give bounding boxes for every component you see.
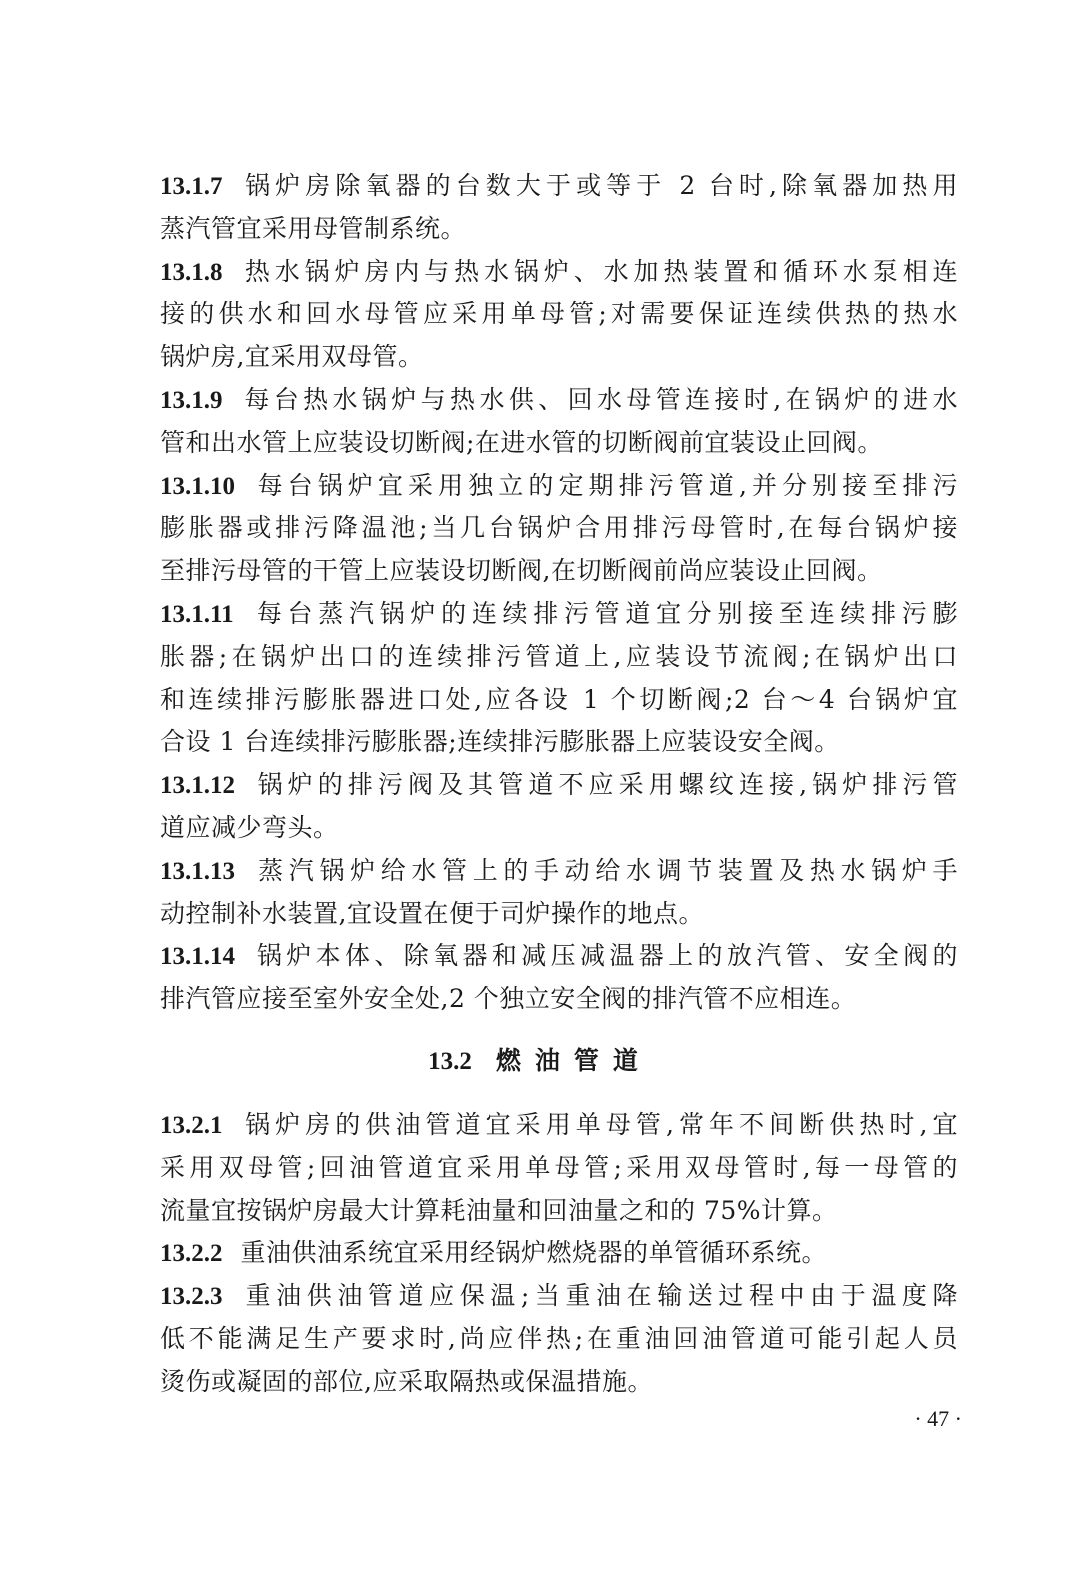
clause-number: 13.1.11 (160, 600, 234, 628)
clause-line (160, 1318, 958, 1361)
clause-line (160, 208, 958, 251)
clause-line (160, 807, 958, 850)
clause-paragraph (160, 593, 958, 764)
clause-text: 每台热水锅炉与热水供、回水母管连接时,在锅炉的进水 (240, 384, 958, 414)
clause-line (160, 893, 958, 936)
clause-text: 每台锅炉宜采用独立的定期排污管道,并分别接至排污 (253, 470, 958, 500)
clause-line (160, 1104, 958, 1147)
clause-text: 烫伤或凝固的部位,应采取隔热或保温措施。 (160, 1366, 653, 1396)
clause-paragraph (160, 379, 958, 465)
clause-paragraph (160, 465, 958, 593)
clause-line (160, 721, 958, 764)
clause-paragraph (160, 935, 958, 1021)
clause-line (160, 935, 958, 978)
clause-line (160, 422, 958, 465)
section-13-1-clauses (160, 165, 958, 1021)
clause-text: 热水锅炉房内与热水锅炉、水加热装置和循环水泵相连 (240, 256, 958, 286)
clause-number: 13.1.8 (160, 258, 223, 286)
clause-text: 锅炉房除氧器的台数大于或等于 2 台时,除氧器加热用 (240, 171, 958, 200)
clause-line (160, 293, 958, 336)
clause-line (160, 764, 958, 807)
clause-text: 胀器;在锅炉出口的连续排污管道上,应装设节流阀;在锅炉出口 (160, 641, 958, 671)
clause-text: 和连续排污膨胀器进口处,应各设 1 个切断阀;2 台～4 台锅炉宜 (160, 684, 958, 714)
clause-text: 膨胀器或排污降温池;当几台锅炉合用排污母管时,在每台锅炉接 (160, 513, 958, 543)
clause-paragraph (160, 251, 958, 379)
clause-line (160, 1232, 958, 1275)
clause-line (160, 550, 958, 593)
section-heading (0, 1040, 1080, 1083)
clause-line (160, 507, 958, 550)
clause-number: 13.2.2 (160, 1240, 223, 1268)
clause-text: 流量宜按锅炉房最大计算耗油量和回油量之和的 75%计算。 (160, 1195, 838, 1225)
clause-text: 重油供油管道应保温;当重油在输送过程中由于温度降 (240, 1281, 958, 1311)
clause-number: 13.1.12 (160, 772, 235, 800)
section-13-2-clauses (160, 1104, 958, 1404)
clause-line (160, 679, 958, 722)
clause-line (160, 336, 958, 379)
clause-text: 采用双母管;回油管道宜采用单母管;采用双母管时,每一母管的 (160, 1152, 958, 1182)
clause-text: 每台蒸汽锅炉的连续排污管道宜分别接至连续排污膨 (251, 598, 958, 628)
clause-line (160, 165, 958, 208)
clause-number: 13.1.9 (160, 386, 223, 414)
clause-line (160, 1361, 958, 1404)
page-number: · 47 · (914, 1406, 962, 1431)
clause-paragraph (160, 165, 958, 251)
clause-text: 锅炉的排污阀及其管道不应采用螺纹连接,锅炉排污管 (253, 770, 958, 800)
clause-paragraph (160, 764, 958, 850)
clause-number: 13.2.1 (160, 1112, 223, 1139)
clause-line (160, 850, 958, 893)
clause-number: 13.1.13 (160, 857, 235, 885)
clause-text: 排汽管应接至室外安全处,2 个独立安全阀的排汽管不应相连。 (160, 984, 857, 1014)
section-heading-title: 燃油管道 (495, 1046, 652, 1075)
clause-line (160, 465, 958, 508)
clause-paragraph (160, 1104, 958, 1232)
clause-text: 管和出水管上应装设切断阀;在进水管的切断阀前宜装设止回阀。 (160, 427, 883, 457)
clause-text: 重油供油系统宜采用经锅炉燃烧器的单管循环系统。 (240, 1238, 828, 1268)
clause-line (160, 1275, 958, 1318)
clause-number: 13.1.7 (160, 173, 223, 200)
clause-text: 至排污母管的干管上应装设切断阀,在切断阀前尚应装设止回阀。 (160, 556, 883, 586)
clause-paragraph (160, 1232, 958, 1275)
clause-line (160, 593, 958, 636)
clause-line (160, 1190, 958, 1233)
clause-number: 13.1.14 (160, 943, 235, 971)
clause-text: 锅炉房的供油管道宜采用单母管,常年不间断供热时,宜 (240, 1110, 958, 1139)
clause-text: 锅炉本体、除氧器和减压减温器上的放汽管、安全阀的 (253, 941, 958, 971)
clause-paragraph (160, 1275, 958, 1403)
clause-line (160, 379, 958, 422)
clause-text: 蒸汽锅炉给水管上的手动给水调节装置及热水锅炉手 (253, 855, 958, 885)
clause-line (160, 251, 958, 294)
clause-number: 13.1.10 (160, 472, 235, 500)
clause-line (160, 1147, 958, 1190)
clause-number: 13.2.3 (160, 1283, 223, 1311)
clause-text: 低不能满足生产要求时,尚应伴热;在重油回油管道可能引起人员 (160, 1323, 958, 1353)
clause-text: 锅炉房,宜采用双母管。 (160, 342, 424, 372)
section-heading-number: 13.2 (428, 1048, 472, 1075)
clause-text: 蒸汽管宜采用母管制系统。 (160, 213, 467, 243)
clause-text: 道应减少弯头。 (160, 812, 339, 842)
clause-paragraph (160, 850, 958, 936)
clause-line (160, 636, 958, 679)
clause-text: 合设 1 台连续排污膨胀器;连续排污膨胀器上应装设安全阀。 (160, 727, 840, 757)
clause-line (160, 978, 958, 1021)
clause-text: 接的供水和回水母管应采用单母管;对需要保证连续供热的热水 (160, 299, 958, 329)
clause-text: 动控制补水装置,宜设置在便于司炉操作的地点。 (160, 898, 704, 928)
